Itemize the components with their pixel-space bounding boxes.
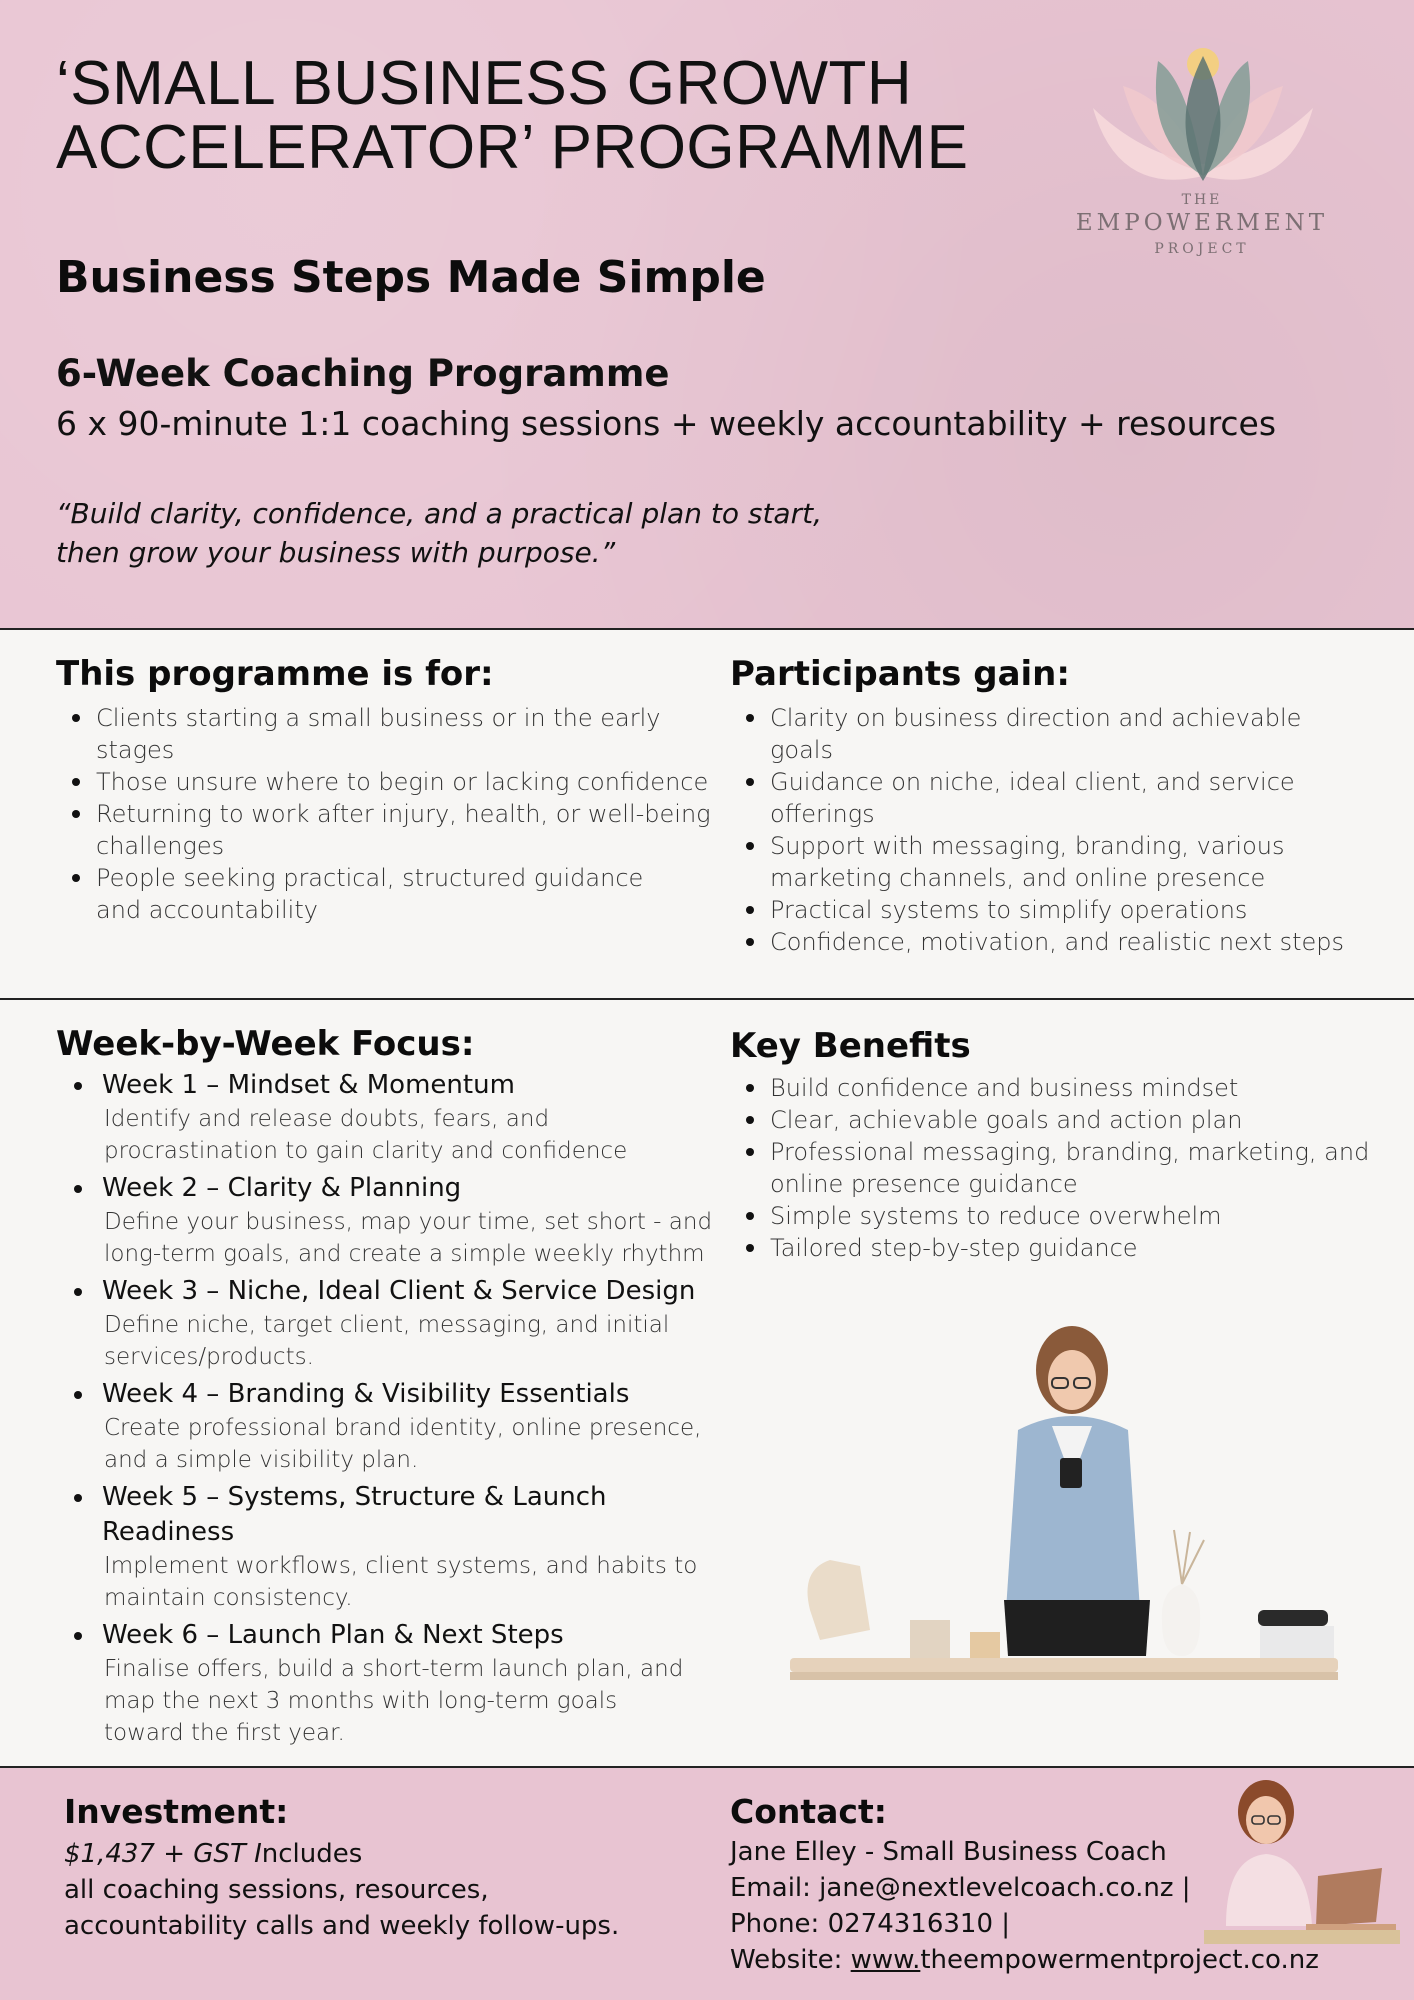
week-item-3 <box>56 1274 726 1373</box>
week-desc: Create professional brand identity, online presence, <box>104 1415 702 1441</box>
week-desc: Identify and release doubts, fears, and <box>104 1106 550 1132</box>
page-title <box>56 49 976 182</box>
week-title: Week 1 – Mindset & Momentum <box>102 1070 515 1100</box>
list-item: Returning to work after injury, health, or well-being challenges <box>56 798 716 862</box>
page-subtitle: Business Steps Made Simple <box>56 252 766 303</box>
week-item-6 <box>56 1618 726 1749</box>
divider <box>0 628 1414 630</box>
logo-text-the: THE <box>1181 192 1223 208</box>
list-item: Professional messaging, branding, marketing, and online presence guidance <box>730 1136 1370 1200</box>
investment-price-line: $1,437 + GST Includes <box>64 1839 363 1869</box>
week-title: Week 5 – Systems, Structure & Launch <box>102 1482 607 1512</box>
week-desc: Implement workflows, client systems, and habits to <box>104 1553 698 1579</box>
quote-line-2: then grow your business with purpose.” <box>56 536 616 569</box>
benefits-list <box>730 1072 1370 1264</box>
week-title: Readiness <box>102 1517 235 1547</box>
contact-heading: Contact: <box>730 1792 887 1831</box>
gains-heading: Participants gain: <box>730 654 1070 694</box>
list-item: Clients starting a small business or in the early stages <box>56 702 716 766</box>
week-desc: map the next 3 months with long-term goals <box>104 1688 618 1714</box>
list-item: Build confidence and business mindset <box>730 1072 1370 1104</box>
week-item-5 <box>56 1480 726 1614</box>
coach-at-desk-photo <box>790 1310 1346 1706</box>
week-desc: maintain consistency. <box>104 1585 353 1611</box>
contact-name: Jane Elley - Small Business Coach <box>730 1837 1167 1867</box>
contact-website[interactable]: Website: www.theempowermentproject.co.nz <box>730 1945 1319 1975</box>
list-item: Confidence, motivation, and realistic next steps <box>730 926 1370 958</box>
week-title: Week 2 – Clarity & Planning <box>102 1173 462 1203</box>
weeks-heading: Week-by-Week Focus: <box>56 1024 475 1064</box>
week-item-4 <box>56 1377 726 1476</box>
investment-line-2: all coaching sessions, resources, <box>64 1875 489 1905</box>
week-desc: procrastination to gain clarity and confidence <box>104 1138 628 1164</box>
benefits-heading: Key Benefits <box>730 1026 971 1066</box>
week-desc: toward the first year. <box>104 1720 345 1746</box>
list-item: Guidance on niche, ideal client, and service offerings <box>730 766 1370 830</box>
weeks-list <box>56 1068 726 1753</box>
week-desc: services/products. <box>104 1344 314 1370</box>
audience-heading: This programme is for: <box>56 654 494 694</box>
quote <box>56 494 956 572</box>
list-item: Support with messaging, branding, various marketing channels, and online presence <box>730 830 1370 894</box>
list-item: People seeking practical, structured guidance and accountability <box>56 862 716 926</box>
week-desc: long-term goals, and create a simple weekly rhythm <box>104 1241 705 1267</box>
week-desc: Finalise offers, build a short-term launch plan, and <box>104 1656 684 1682</box>
coaching-title: 6-Week Coaching Programme <box>56 352 670 395</box>
title-line-1: ‘SMALL BUSINESS GROWTH <box>56 49 913 118</box>
list-item: Practical systems to simplify operations <box>730 894 1370 926</box>
logo-text-project: PROJECT <box>1154 241 1250 257</box>
week-title: Week 6 – Launch Plan & Next Steps <box>102 1620 564 1650</box>
list-item: Those unsure where to begin or lacking confidence <box>56 766 716 798</box>
audience-list <box>56 702 716 926</box>
week-title: Week 3 – Niche, Ideal Client & Service Design <box>102 1276 696 1306</box>
price: $1,437 + GST I <box>64 1839 262 1869</box>
gains-list <box>730 702 1370 958</box>
logo-text-main: EMPOWERMENT <box>1075 210 1329 236</box>
contact-phone[interactable]: Phone: 0274316310 | <box>730 1909 1011 1939</box>
contact-email[interactable]: Email: jane@nextlevelcoach.co.nz | <box>730 1873 1191 1903</box>
list-item: Clarity on business direction and achievable goals <box>730 702 1370 766</box>
week-desc: and a simple visibility plan. <box>104 1447 419 1473</box>
investment-heading: Investment: <box>64 1792 289 1831</box>
divider <box>0 998 1414 1000</box>
week-desc: Define niche, target client, messaging, and initial <box>104 1312 670 1338</box>
week-item-1 <box>56 1068 726 1167</box>
week-item-2 <box>56 1171 726 1270</box>
quote-line-1: “Build clarity, confidence, and a practical plan to start, <box>56 497 822 530</box>
week-title: Week 4 – Branding & Visibility Essentials <box>102 1379 630 1409</box>
investment-line-3: accountability calls and weekly follow-ups. <box>64 1911 620 1941</box>
title-line-2: ACCELERATOR’ PROGRAMME <box>56 113 969 182</box>
list-item: Simple systems to reduce overwhelm <box>730 1200 1370 1232</box>
list-item: Tailored step-by-step guidance <box>730 1232 1370 1264</box>
coaching-description: 6 x 90-minute 1:1 coaching sessions + weekly accountability + resources <box>56 404 1277 443</box>
coach-avatar-photo <box>1196 1776 1402 1952</box>
website-link[interactable]: www. <box>850 1945 921 1975</box>
list-item: Clear, achievable goals and action plan <box>730 1104 1370 1136</box>
week-desc: Define your business, map your time, set short - and <box>104 1209 713 1235</box>
